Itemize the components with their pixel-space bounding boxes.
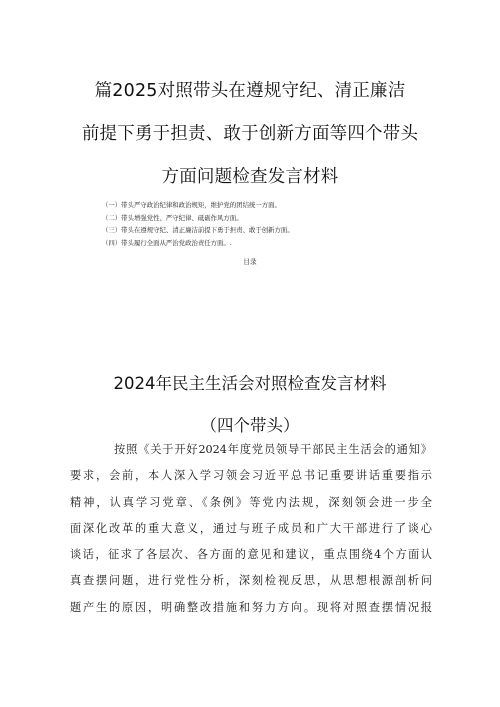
table-of-contents xyxy=(102,199,402,249)
document-title: 2024年民主生活会对照检查发言材料 xyxy=(113,374,387,393)
main-title-line-3: 方面问题检查发言材料 xyxy=(161,167,339,187)
body-line: 真查摆问题，进行党性分析，深刻检视反思，从思想根源剖析问 xyxy=(70,574,432,588)
toc-item-3[interactable]: （三）带头在遵规守纪、清正廉洁前提下勇于担责、敢于创新方面。 xyxy=(102,226,294,235)
toc-item-2[interactable]: （二）带头增强党性、严守纪律、砥砺作风方面。 xyxy=(102,213,243,222)
toc-item-4[interactable]: （四）带头履行全面从严治党政治责任方面。. xyxy=(102,238,232,247)
main-title-line-2: 前提下勇于担责、敢于创新方面等四个带头 xyxy=(81,124,419,144)
body-line: 谈话，征求了各层次、各方面的意见和建议，重点围绕4个方面认 xyxy=(70,548,432,562)
body-line: 要求，会前，本人深入学习领会习近平总书记重要讲话重要指示 xyxy=(70,469,432,483)
body-line: 面深化改革的重大意义，通过与班子成员和广大干部进行了谈心 xyxy=(70,521,432,535)
body-paragraph xyxy=(70,437,432,621)
document-subtitle: （四个带头） xyxy=(200,416,300,435)
toc-item-1[interactable]: （一）带头严守政治纪律和政治规矩，维护党的团结统一方面。 xyxy=(102,201,281,209)
body-line: 精神，认真学习党章、《条例》等党内法规，深刻领会进一步全 xyxy=(70,495,432,509)
body-line: 按照《关于开好2024年度党员领导干部民主生活会的通知》 xyxy=(114,443,432,456)
main-title-line-1: 篇2025对照带头在遵规守纪、清正廉洁 xyxy=(94,81,406,101)
toc-heading: 目录 xyxy=(243,258,257,266)
body-line: 题产生的原因，明确整改措施和努力方向。现将对照查摆情况报 xyxy=(70,600,432,614)
